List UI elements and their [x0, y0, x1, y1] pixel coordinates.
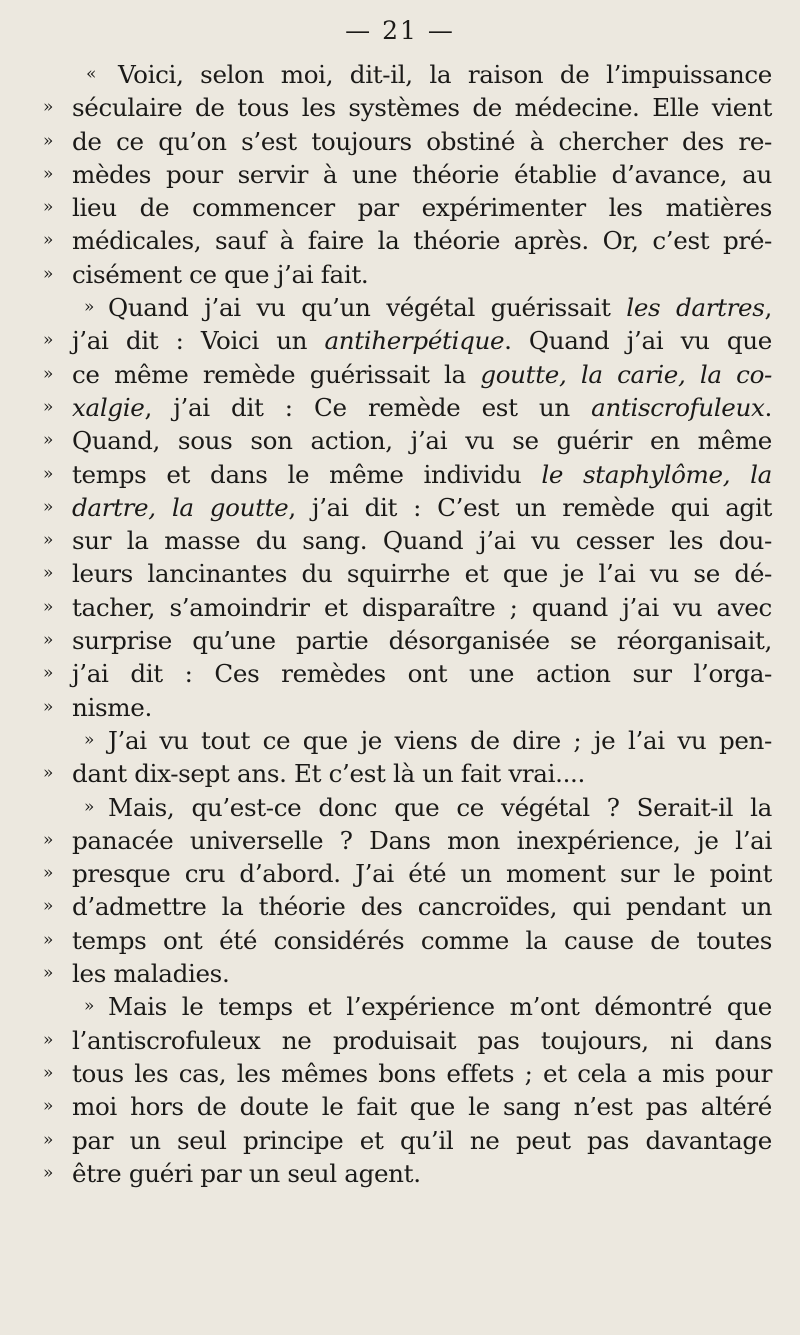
line-text: presque cru d’abord. J’ai été un moment sur le point [72, 859, 772, 889]
quote-marker: » [43, 563, 53, 584]
quote-marker: » [43, 1129, 53, 1150]
quote-marker: » [43, 1162, 53, 1183]
line-text: Mais, qu’est-ce donc que ce végétal ? Serait-il la [108, 792, 772, 822]
text-line [0, 91, 800, 124]
quote-marker: » [43, 396, 53, 417]
line-text: dant dix-sept ans. Et c’est là un fait vrai.... [72, 759, 585, 789]
line-text: Voici, selon moi, dit-il, la raison de l’impuissance [118, 60, 772, 89]
line-text: j’ai dit : Voici un antiherpétique. Quand j’ai vu que [72, 326, 772, 356]
text-line [0, 491, 800, 524]
quote-marker: » [43, 863, 53, 884]
text-line [0, 1057, 800, 1090]
quote-marker: » [43, 263, 53, 284]
line-text: panacée universelle ? Dans mon inexpérience, je l’ai [72, 825, 772, 855]
text-line [0, 1124, 800, 1157]
quote-marker: » [84, 729, 94, 750]
quote-marker: » [43, 97, 53, 118]
text-line [0, 791, 800, 824]
quote-marker: » [43, 463, 53, 484]
quote-marker: » [43, 197, 53, 218]
text-line [0, 691, 800, 724]
quote-marker: » [84, 796, 94, 817]
text-line [0, 957, 800, 990]
quote-marker: » [43, 1062, 53, 1083]
quote-marker: » [43, 929, 53, 950]
text-line [0, 890, 800, 923]
line-text: lieu de commencer par expérimenter les matières [72, 193, 772, 223]
line-text: sur la masse du sang. Quand j’ai vu cesser les dou- [72, 526, 772, 556]
text-line [0, 125, 800, 158]
quote-marker: » [43, 430, 53, 451]
quote-marker: » [43, 163, 53, 184]
quote-marker: » [43, 1029, 53, 1050]
text-line [0, 324, 800, 357]
text-line [0, 391, 800, 424]
line-text: d’admettre la théorie des cancroïdes, qui pendant un [72, 892, 772, 922]
body-text [0, 58, 800, 1190]
text-line [0, 990, 800, 1023]
quote-marker: » [43, 696, 53, 717]
text-line [0, 1157, 800, 1190]
text-line [0, 58, 800, 91]
quote-marker: » [84, 996, 94, 1017]
line-text: tacher, s’amoindrir et disparaître ; quand j’ai vu avec [72, 592, 772, 622]
text-line [0, 224, 800, 257]
line-text: cisément ce que j’ai fait. [72, 259, 369, 289]
quote-marker: » [43, 596, 53, 617]
text-line [0, 657, 800, 690]
quote-marker: » [43, 630, 53, 651]
line-text: l’antiscrofuleux ne produisait pas toujours, ni dans [72, 1025, 772, 1055]
line-text: temps et dans le même individu le staphylôme, la [72, 459, 772, 489]
quote-marker: » [43, 230, 53, 251]
line-text: moi hors de doute le fait que le sang n’est pas altéré [72, 1092, 772, 1122]
line-text: les maladies. [72, 959, 230, 989]
text-line [0, 557, 800, 590]
line-text: ce même remède guérissait la goutte, la carie, la co- [72, 359, 773, 389]
quote-marker: » [43, 130, 53, 151]
text-line [0, 424, 800, 457]
quote-marker: » [43, 1096, 53, 1117]
line-text: séculaire de tous les systèmes de médecine. Elle vient [72, 93, 772, 123]
line-text: de ce qu’on s’est toujours obstiné à chercher des re- [72, 126, 772, 156]
quote-marker: » [43, 829, 53, 850]
page-number: — 21 — [345, 16, 455, 45]
quote-marker: » [43, 763, 53, 784]
text-line [0, 291, 800, 324]
quote-marker: » [43, 330, 53, 351]
line-text: surprise qu’une partie désorganisée se réorganisait, [72, 626, 772, 656]
quote-marker: » [84, 297, 94, 318]
line-text: dartre, la goutte, j’ai dit : C’est un remède qui agit [72, 492, 772, 522]
line-text: leurs lancinantes du squirrhe et que je l’ai vu se dé- [72, 559, 772, 589]
line-text: Mais le temps et l’expérience m’ont démontré que [108, 992, 772, 1022]
text-line [0, 191, 800, 224]
text-line [0, 158, 800, 191]
quote-marker: » [43, 663, 53, 684]
text-line [0, 757, 800, 790]
line-text: mèdes pour servir à une théorie établie d’avance, au [72, 159, 772, 189]
text-line [0, 1090, 800, 1123]
line-text: par un seul principe et qu’il ne peut pas davantage [72, 1125, 772, 1155]
line-text: tous les cas, les mêmes bons effets ; et cela a mis pour [72, 1058, 772, 1088]
text-line [0, 857, 800, 890]
open-quote-marker: « [86, 64, 97, 84]
text-line [0, 458, 800, 491]
quote-marker: » [43, 963, 53, 984]
text-line [0, 1024, 800, 1057]
text-line [0, 591, 800, 624]
line-text: être guéri par un seul agent. [72, 1158, 421, 1188]
quote-marker: » [43, 496, 53, 517]
line-text: temps ont été considérés comme la cause de toutes [72, 925, 772, 955]
line-text: J’ai vu tout ce que je viens de dire ; je l’ai vu pen- [108, 725, 772, 755]
text-line [0, 824, 800, 857]
line-text: médicales, sauf à faire la théorie après. Or, c’est pré- [72, 226, 772, 256]
line-text: xalgie, j’ai dit : Ce remède est un antiscrofuleux. [72, 392, 772, 422]
line-text: j’ai dit : Ces remèdes ont une action sur l’orga- [72, 659, 772, 689]
line-text: Quand, sous son action, j’ai vu se guérir en même [72, 426, 772, 456]
text-line [0, 258, 800, 291]
text-line [0, 524, 800, 557]
quote-marker: » [43, 363, 53, 384]
text-line [0, 924, 800, 957]
line-text: Quand j’ai vu qu’un végétal guérissait les dartres, [108, 293, 772, 323]
text-line [0, 724, 800, 757]
quote-marker: » [43, 530, 53, 551]
text-line [0, 624, 800, 657]
text-line [0, 358, 800, 391]
line-text: nisme. [72, 692, 152, 722]
quote-marker: » [43, 896, 53, 917]
